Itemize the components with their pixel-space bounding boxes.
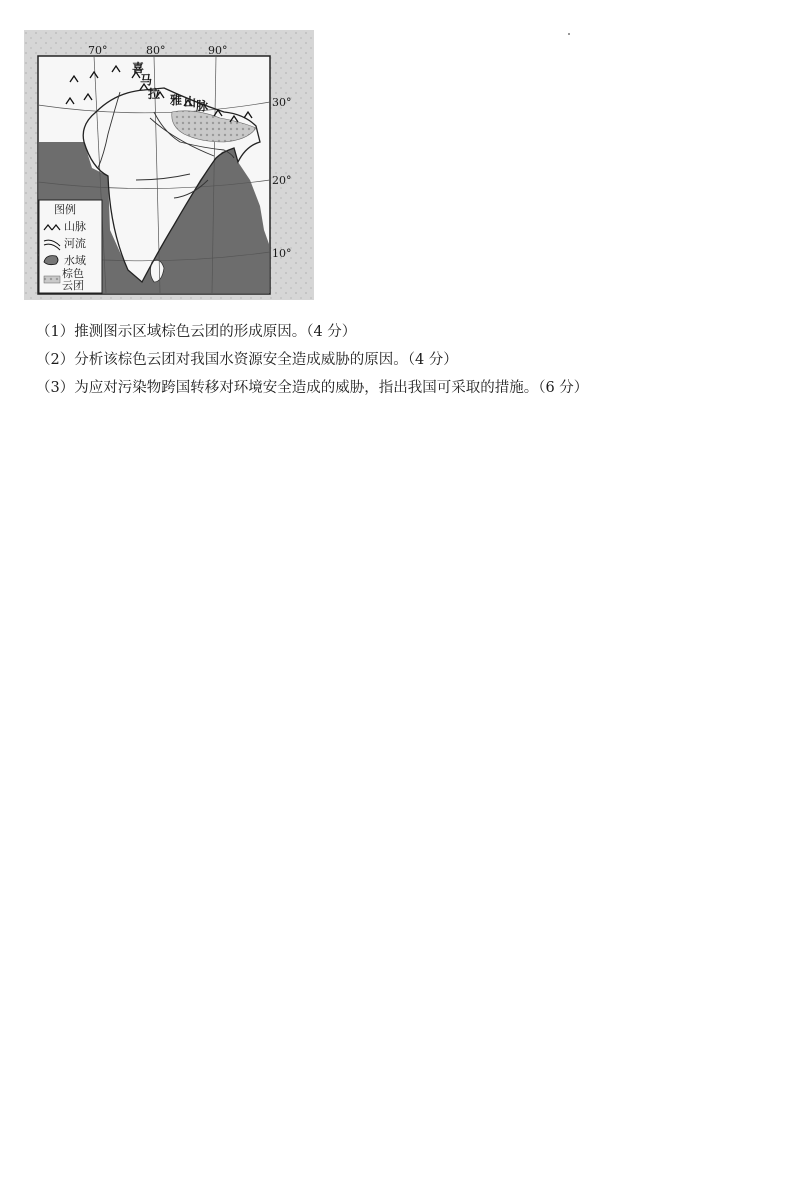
question-list: [36, 318, 776, 402]
question-3: （3）为应对污染物跨国转移对环境安全造成的威胁，指出我国可采取的措施。（6 分）: [36, 380, 589, 396]
question-1: （1）推测图示区域棕色云团的形成原因。（4 分）: [36, 324, 357, 340]
latitude-label-20: 20°: [272, 174, 292, 187]
mountain-name-char-5: 山: [184, 95, 197, 109]
south-asia-map: [24, 30, 314, 300]
mountain-name-char-1: 喜: [132, 61, 145, 75]
longitude-label-80: 80°: [146, 44, 166, 57]
legend-label-brown-cloud: 棕色云团: [62, 268, 84, 292]
legend-label-river: 河流: [64, 237, 86, 250]
legend-brown-cloud-icon: [44, 276, 60, 283]
legend-title: 图例: [54, 203, 76, 216]
map-svg: [24, 30, 314, 300]
legend-label-water: 水域: [64, 254, 86, 267]
map-legend: [39, 200, 102, 294]
legend-label-brown-cloud-wrap: [62, 268, 88, 294]
question-2: （2）分析该棕色云团对我国水资源安全造成威胁的原因。（4 分）: [36, 352, 458, 368]
mountain-name-char-3: 拉: [148, 87, 161, 101]
longitude-label-70: 70°: [88, 44, 108, 57]
scan-speck: [568, 33, 570, 35]
longitude-label-90: 90°: [208, 44, 228, 57]
latitude-label-10: 10°: [272, 247, 292, 260]
mountain-name-char-2: 马: [140, 73, 153, 87]
latitude-label-30: 30°: [272, 96, 292, 109]
mountain-name-char-6: 脉: [196, 99, 209, 113]
mountain-name-char-4: 雅: [170, 93, 183, 107]
legend-label-mountain: 山脉: [64, 220, 86, 233]
